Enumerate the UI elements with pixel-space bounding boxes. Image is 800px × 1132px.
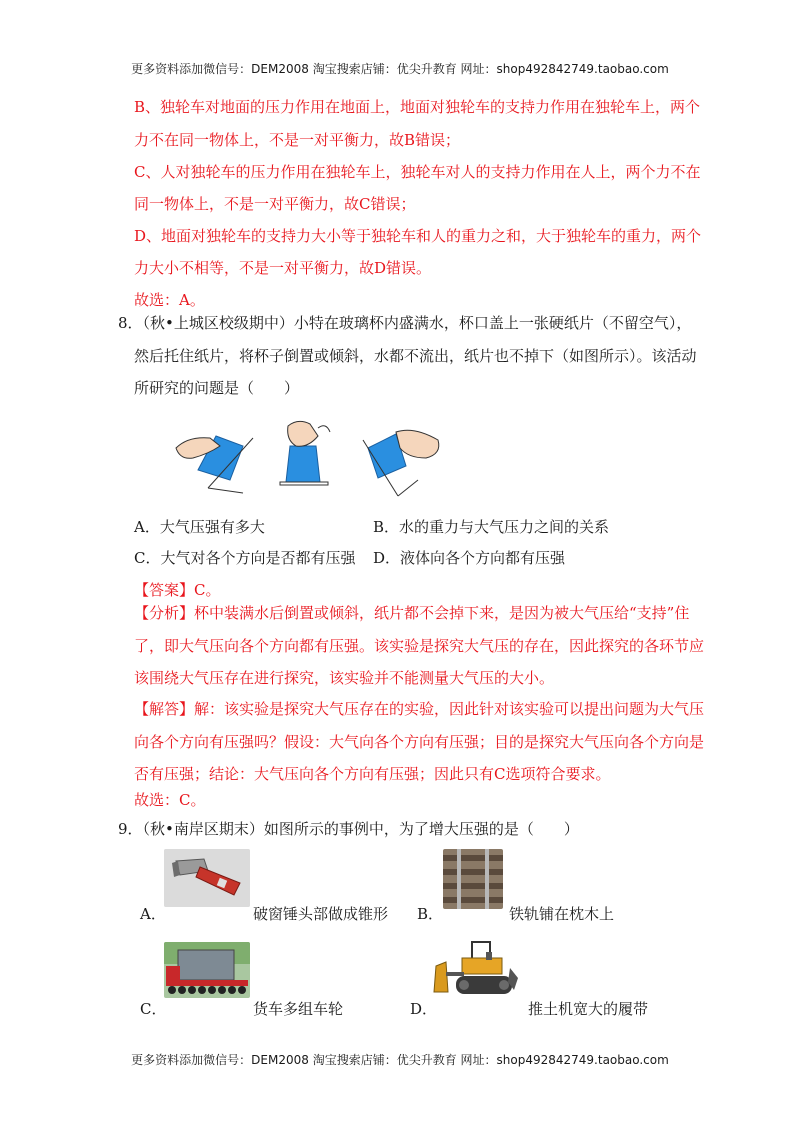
q8-stem-line1: 8．（秋•上城区校级期中）小特在玻璃杯内盛满水，杯口盖上一张硬纸片（不留空气）， xyxy=(118,314,692,332)
q9-option-b-text: 铁轨铺在枕木上 xyxy=(509,905,615,923)
bulldozer-image xyxy=(432,938,520,1000)
truck-image xyxy=(164,942,250,998)
inverted-cup-middle xyxy=(280,421,330,485)
q9-option-a-letter: A． xyxy=(140,905,166,923)
q8-answer xyxy=(134,580,221,600)
q8-option-a: A．大气压强有多大 xyxy=(134,518,265,536)
solution-option-b-line1: B、独轮车对地面的压力作用在地面上，地面对独轮车的支持力作用在独轮车上，两个 xyxy=(134,98,701,116)
q8-cup-illustration xyxy=(168,418,448,498)
q8-option-b: B．水的重力与大气压力之间的关系 xyxy=(373,518,610,536)
answer-value: C。 xyxy=(194,581,221,599)
tilted-cup-right xyxy=(363,430,439,496)
q8-solution-line2: 向各个方向有压强吗？假设：大气向各个方向有压强；目的是探究大气压向各个方向是 xyxy=(134,733,705,751)
q9-option-d-letter: D． xyxy=(410,1000,438,1018)
analysis-tag: 【分析】 xyxy=(134,604,195,622)
solution-text-1: 解：该实验是探究大气压存在的实验，因此针对该实验可以提出问题为大气压 xyxy=(194,700,705,718)
q8-option-d: D．液体向各个方向都有压强 xyxy=(373,549,566,567)
answer-tag: 【答案】 xyxy=(134,581,195,599)
q8-stem-line3: 所研究的问题是（ ） xyxy=(134,379,300,397)
solution-option-d-line2: 力大小不相等，不是一对平衡力，故D错误。 xyxy=(134,259,432,277)
analysis-text-1: 杯中装满水后倒置或倾斜，纸片都不会掉下来，是因为被大气压给“支持”住 xyxy=(194,604,690,622)
q9-option-d-text: 推土机宽大的履带 xyxy=(528,1000,649,1018)
solution-option-c-line1: C、人对独轮车的压力作用在独轮车上，独轮车对人的支持力作用在人上，两个力不在 xyxy=(134,163,701,181)
q8-choice: 故选：C。 xyxy=(134,791,206,809)
solution-option-d-line1: D、地面对独轮车的支持力大小等于独轮车和人的重力之和，大于独轮车的重力，两个 xyxy=(134,227,702,245)
solution-option-c-line2: 同一物体上，不是一对平衡力，故C错误； xyxy=(134,195,416,213)
q8-solution-line3: 否有压强；结论：大气压向各个方向有压强；因此只有C选项符合要求。 xyxy=(134,765,611,783)
q8-stem-line2: 然后托住纸片，将杯子倒置或倾斜，水都不流出，纸片也不掉下（如图所示）。该活动 xyxy=(134,347,697,365)
q8-solution-line1 xyxy=(134,699,704,719)
tilted-cup-left xyxy=(176,436,253,493)
page-header: 更多资料添加微信号：DEM2008 淘宝搜索店铺：优尖升教育 网址：shop492842749.taobao.com xyxy=(131,62,669,76)
q8-analysis-line3: 该围绕大气压存在进行探究，该实验并不能测量大气压的大小。 xyxy=(134,669,555,687)
railway-track-image xyxy=(443,849,503,909)
hammer-image xyxy=(164,849,250,907)
q8-analysis-line1 xyxy=(134,603,689,623)
solution-option-b-line2: 力不在同一物体上，不是一对平衡力，故B错误； xyxy=(134,131,461,149)
q9-option-a-text: 破窗锤头部做成锥形 xyxy=(253,905,389,923)
q9-option-c-letter: C． xyxy=(140,1000,167,1018)
q9-stem: 9．（秋•南岸区期末）如图所示的事例中，为了增大压强的是（ ） xyxy=(118,820,579,838)
q9-option-c-text: 货车多组车轮 xyxy=(253,1000,344,1018)
q8-analysis-line2: 了，即大气压向各个方向都有压强。该实验是探究大气压的存在，因此探究的各环节应 xyxy=(134,637,705,655)
page-footer: 更多资料添加微信号：DEM2008 淘宝搜索店铺：优尖升教育 网址：shop492842749.taobao.com xyxy=(131,1053,669,1067)
solution-tag: 【解答】 xyxy=(134,700,195,718)
previous-choice: 故选：A。 xyxy=(134,291,205,309)
q9-option-b-letter: B． xyxy=(417,905,444,923)
q8-option-c: C．大气对各个方向是否都有压强 xyxy=(134,549,356,567)
